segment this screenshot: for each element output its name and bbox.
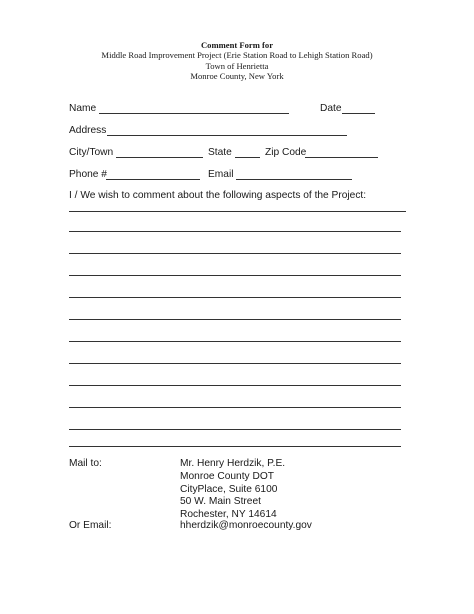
comment-line[interactable] <box>69 231 401 232</box>
address-line: CityPlace, Suite 6100 <box>180 483 278 495</box>
email-field[interactable] <box>236 169 352 183</box>
address-label: Address <box>69 125 107 136</box>
county-name: Monroe County, New York <box>190 71 284 82</box>
mail-to-label: Mail to: <box>69 458 102 469</box>
zip-field[interactable] <box>305 147 378 161</box>
comment-prompt: I / We wish to comment about the following aspects of the Project: <box>69 190 367 201</box>
name-label: Name <box>69 103 97 114</box>
address-line: Mr. Henry Herdzik, P.E. <box>180 458 286 469</box>
state-label: State <box>208 147 232 158</box>
comment-line[interactable] <box>69 253 401 254</box>
phone-field[interactable] <box>106 169 200 183</box>
comment-line[interactable] <box>69 275 401 276</box>
or-email-label: Or Email: <box>69 520 112 531</box>
city-field[interactable] <box>116 147 203 161</box>
comment-line[interactable] <box>69 446 401 447</box>
phone-label: Phone # <box>69 169 107 180</box>
comment-line[interactable] <box>69 341 401 342</box>
town-name: Town of Henrietta <box>205 60 269 71</box>
comment-line[interactable] <box>69 407 401 408</box>
address-line: Monroe County DOT <box>180 470 274 482</box>
comment-line[interactable] <box>69 429 401 430</box>
form-title: Comment Form for <box>200 40 274 50</box>
email-label: Email <box>208 169 234 180</box>
state-field[interactable] <box>235 147 260 161</box>
city-label: City/Town <box>69 147 114 158</box>
form-header <box>0 40 474 82</box>
date-field[interactable] <box>342 103 375 117</box>
comment-line[interactable] <box>69 363 401 364</box>
comment-line[interactable] <box>69 211 406 212</box>
name-field[interactable] <box>99 103 289 117</box>
date-label: Date <box>320 103 342 114</box>
address-field[interactable] <box>107 125 347 139</box>
comment-line[interactable] <box>69 319 401 320</box>
email-address[interactable]: hherdzik@monroecounty.gov <box>180 520 312 531</box>
address-line: Rochester, NY 14614 <box>180 509 277 521</box>
project-name: Middle Road Improvement Project (Erie Station Road to Lehigh Station Road) <box>101 50 373 61</box>
comment-line[interactable] <box>69 297 401 298</box>
comment-line[interactable] <box>69 385 401 386</box>
address-line: 50 W. Main Street <box>180 496 261 508</box>
zip-label: Zip Code <box>265 147 307 158</box>
mailing-address <box>180 458 285 522</box>
